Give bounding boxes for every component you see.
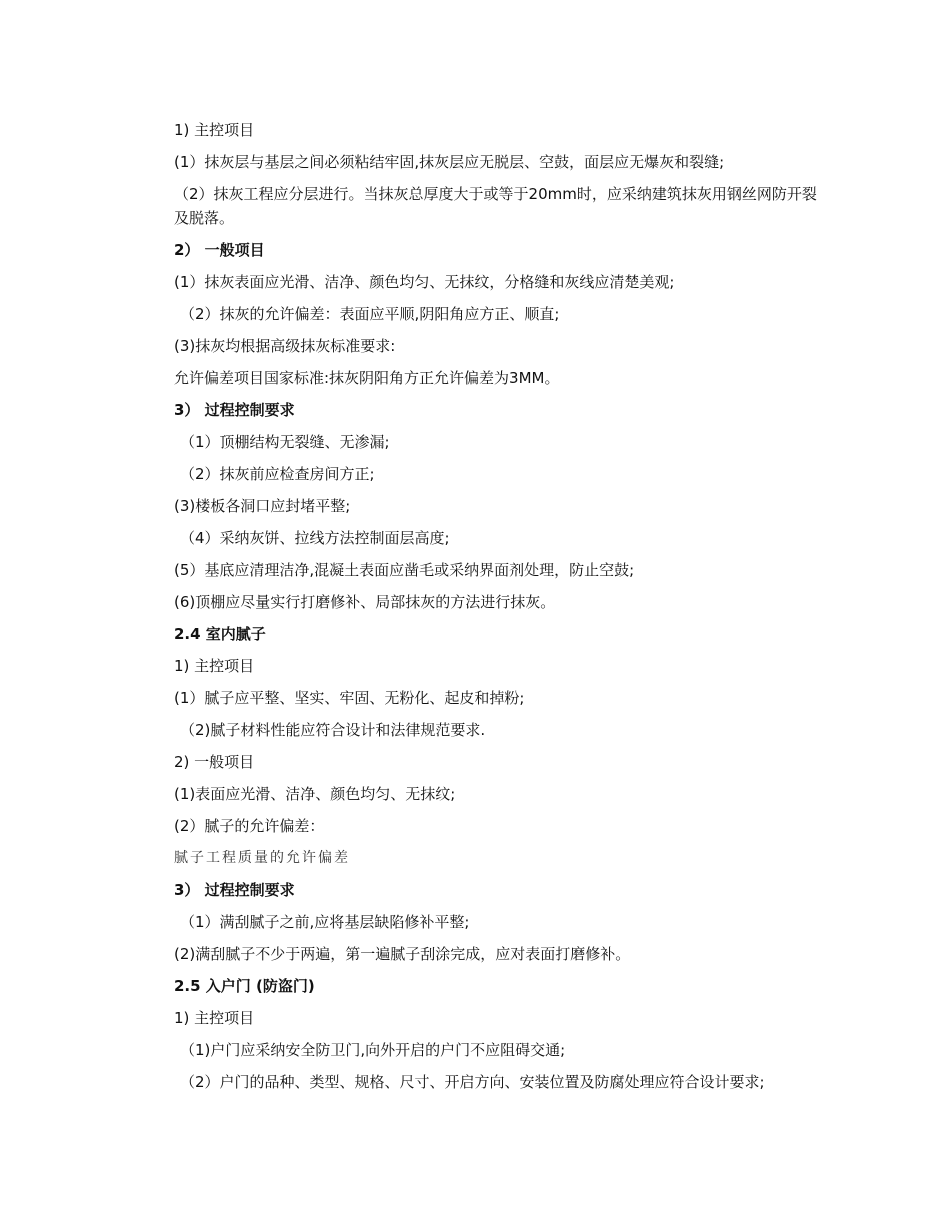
paragraph-plaster-standard: (3)抹灰均根据高级抹灰标准要求: xyxy=(174,337,396,355)
paragraph-putty-flat: (1）腻子应平整、坚实、牢固、无粉化、起皮和掉粉; xyxy=(174,689,525,707)
section-heading-entry-door: 2.5 入户门 (防盗门) xyxy=(174,977,315,995)
list-item-room-square: （2）抹灰前应检查房间方正; xyxy=(180,465,375,483)
subheading-main-control-putty: 1) 主控项目 xyxy=(174,657,255,675)
subheading-general-items: 2） 一般项目 xyxy=(174,241,265,259)
list-item-putty-prep: （1）满刮腻子之前,应将基层缺陷修补平整; xyxy=(180,913,470,931)
subheading-process-control-putty: 3） 过程控制要求 xyxy=(174,881,295,899)
table-caption-putty-tolerance: 腻子工程质量的允许偏差 xyxy=(174,850,350,866)
document-page xyxy=(174,118,819,1102)
paragraph-plaster-surface: (1）抹灰表面应光滑、洁净、颜色均匀、无抹纹，分格缝和灰线应清楚美观; xyxy=(174,273,675,291)
list-item-base-cleaning: (5）基底应清理洁净,混凝土表面应凿毛或采纳界面剂处理，防止空鼓; xyxy=(174,561,635,579)
paragraph-putty-surface: (1)表面应光滑、洁净、颜色均匀、无抹纹; xyxy=(174,785,456,803)
paragraph-putty-material: （2)腻子材料性能应符合设计和法律规范要求. xyxy=(180,721,486,739)
list-item-ceiling-repair: (6)顶棚应尽量实行打磨修补、局部抹灰的方法进行抹灰。 xyxy=(174,593,556,611)
paragraph-putty-tolerance: (2）腻子的允许偏差： xyxy=(174,817,325,835)
list-item-putty-coats: (2)满刮腻子不少于两遍，第一遍腻子刮涂完成，应对表面打磨修补。 xyxy=(174,945,631,963)
paragraph-door-spec: （2）户门的品种、类型、规格、尺寸、开启方向、安装位置及防腐处理应符合设计要求; xyxy=(180,1073,765,1091)
section-heading-putty: 2.4 室内腻子 xyxy=(174,625,266,643)
subheading-general-items-putty: 2) 一般项目 xyxy=(174,753,255,771)
paragraph-plaster-tolerance: （2）抹灰的允许偏差：表面应平顺,阴阳角应方正、顺直; xyxy=(180,305,560,323)
paragraph-door-security: （1)户门应采纳安全防卫门,向外开启的户门不应阻碍交通; xyxy=(180,1041,566,1059)
list-item-ceiling: （1）顶棚结构无裂缝、无渗漏; xyxy=(180,433,390,451)
subheading-main-control: 1) 主控项目 xyxy=(174,121,255,139)
paragraph-tolerance-national: 允许偏差项目国家标准:抹灰阴阳角方正允许偏差为3MM。 xyxy=(174,369,560,387)
subheading-main-control-door: 1) 主控项目 xyxy=(174,1009,255,1027)
paragraph-plaster-layers: （2）抹灰工程应分层进行。当抹灰总厚度大于或等于20mm时，应采纳建筑抹灰用钢丝网防开裂及脱落。 xyxy=(174,185,817,227)
paragraph-plaster-bond: (1）抹灰层与基层之间必须粘结牢固,抹灰层应无脱层、空鼓，面层应无爆灰和裂缝; xyxy=(174,153,725,171)
list-item-screed-control: （4）采纳灰饼、拉线方法控制面层高度; xyxy=(180,529,450,547)
subheading-process-control: 3） 过程控制要求 xyxy=(174,401,295,419)
list-item-floor-openings: (3)楼板各洞口应封堵平整; xyxy=(174,497,351,515)
